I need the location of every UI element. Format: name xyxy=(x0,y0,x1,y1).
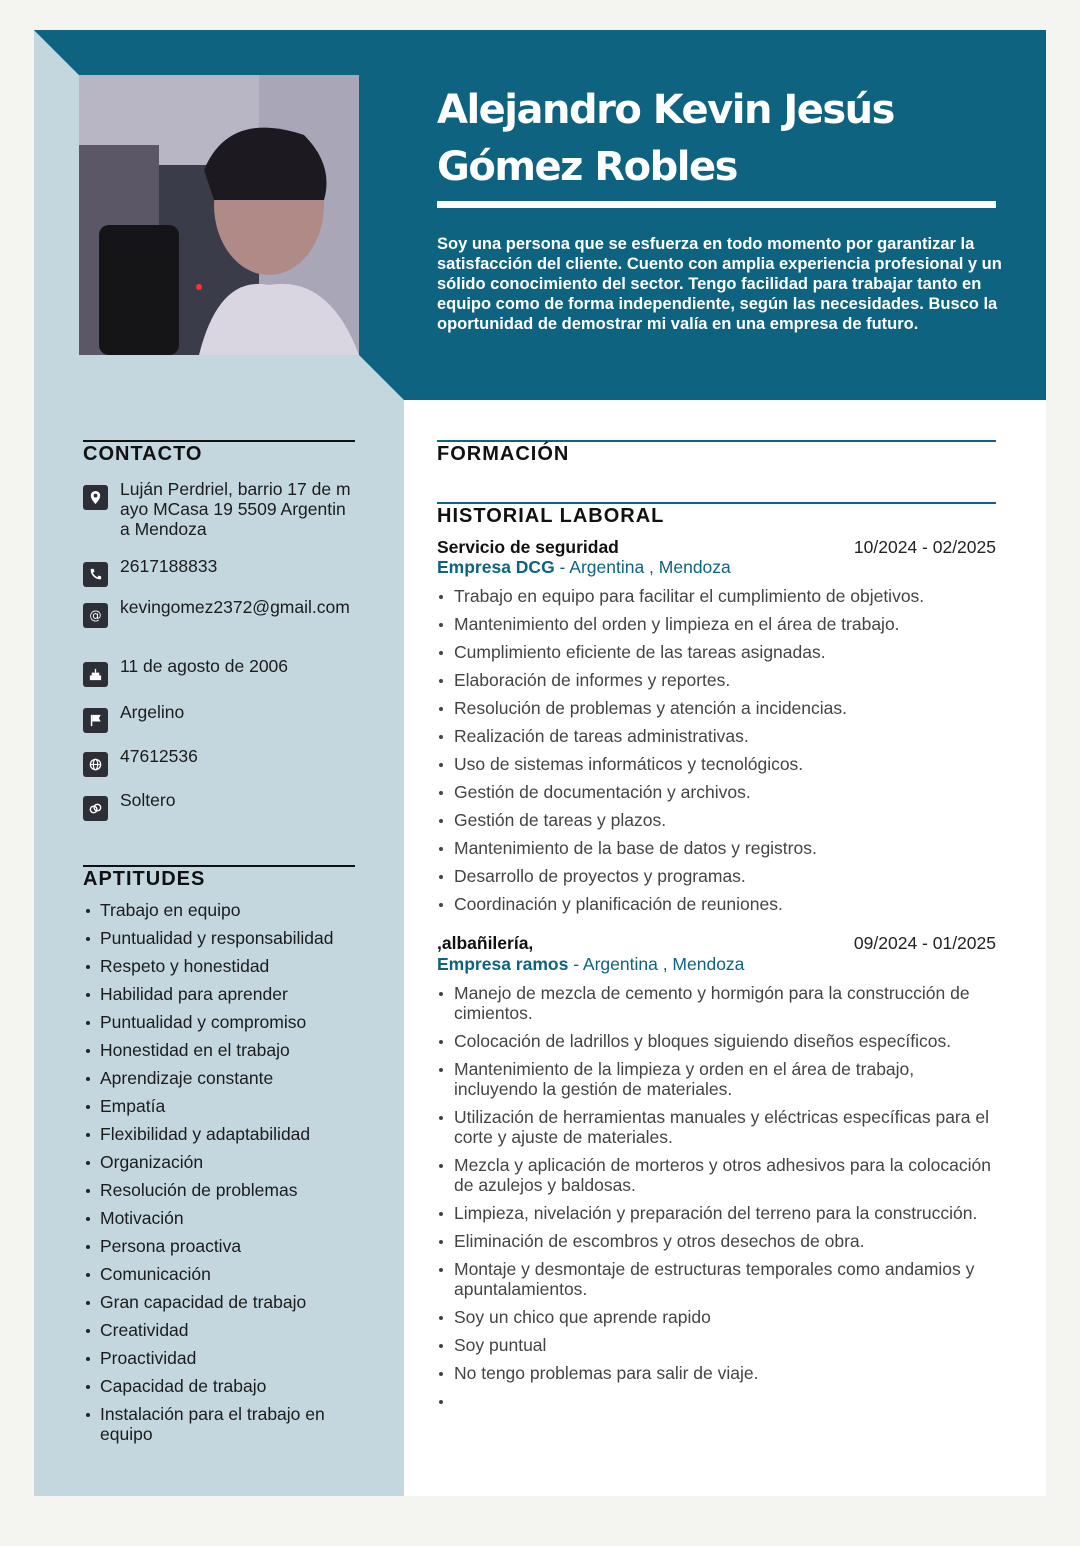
contact-nationality xyxy=(83,702,355,733)
job-role: Servicio de seguridad xyxy=(437,537,619,557)
list-item: Colocación de ladrillos y bloques siguiendo diseños específicos. xyxy=(437,1031,1002,1051)
list-item: Proactividad xyxy=(83,1348,373,1368)
job-header xyxy=(437,933,996,953)
address-text: Luján Perdriel, barrio 17 de mayo MCasa 19 5509 Argentina Mendoza xyxy=(120,479,351,539)
contact-birthdate xyxy=(83,656,355,687)
contact-address xyxy=(83,479,355,539)
id-number-text: 47612536 xyxy=(120,746,198,766)
flag-icon xyxy=(83,708,108,733)
list-item: Respeto y honestidad xyxy=(83,956,373,976)
list-item: Eliminación de escombros y otros desechos de obra. xyxy=(437,1231,1002,1251)
contact-divider xyxy=(83,440,355,442)
contact-marital-status xyxy=(83,790,355,821)
globe-icon xyxy=(83,752,108,777)
name-line-2: Gómez Robles xyxy=(437,144,737,190)
contact-phone xyxy=(83,556,355,587)
list-item: Trabajo en equipo xyxy=(83,900,373,920)
contact-id-number xyxy=(83,746,355,777)
list-item: Trabajo en equipo para facilitar el cumplimiento de objetivos. xyxy=(437,586,1002,606)
education-title: FORMACIÓN xyxy=(437,443,570,465)
list-item: Puntualidad y responsabilidad xyxy=(83,928,373,948)
list-item: Mantenimiento de la limpieza y orden en el área de trabajo, incluyendo la gestión de materiales. xyxy=(437,1059,1002,1099)
list-item: Soy un chico que aprende rapido xyxy=(437,1307,1002,1327)
list-item: Desarrollo de proyectos y programas. xyxy=(437,866,1002,886)
list-item: Comunicación xyxy=(83,1264,373,1284)
contact-title: CONTACTO xyxy=(83,443,203,465)
list-item: Utilización de herramientas manuales y eléctricas específicas para el corte y ajuste de materiales. xyxy=(437,1107,1002,1147)
job-dates: 09/2024 - 01/2025 xyxy=(853,933,996,953)
location-pin-icon xyxy=(83,485,108,510)
contact-email xyxy=(83,597,355,628)
list-item: Mezcla y aplicación de morteros y otros adhesivos para la colocación de azulejos y baldosas. xyxy=(437,1155,1002,1195)
candidate-name xyxy=(437,82,997,196)
list-item: Elaboración de informes y reportes. xyxy=(437,670,1002,690)
list-item: Mantenimiento de la base de datos y registros. xyxy=(437,838,1002,858)
profile-summary: Soy una persona que se esfuerza en todo momento por garantizar la satisfacción del cliente. Cuento con amplia experiencia profesional y un sólido conocimiento del sector. Tengo facilidad para trabajar tanto en equipo como de forma independiente, según las necesidades. Busco la oportunidad de demostrar mi valía en una empresa de futuro. xyxy=(437,235,1002,333)
skills-divider xyxy=(83,865,355,867)
company-name: Empresa ramos xyxy=(437,954,569,974)
list-item: Honestidad en el trabajo xyxy=(83,1040,373,1060)
list-item: Soy puntual xyxy=(437,1335,1002,1355)
name-underline xyxy=(437,201,996,208)
at-sign-icon xyxy=(83,603,108,628)
email-text[interactable]: kevingomez2372@gmail.com xyxy=(120,597,350,617)
list-item: Cumplimiento eficiente de las tareas asignadas. xyxy=(437,642,1002,662)
rings-icon xyxy=(83,796,108,821)
list-item: Motivación xyxy=(83,1208,373,1228)
list-item: Uso de sistemas informáticos y tecnológicos. xyxy=(437,754,1002,774)
birthdate-text: 11 de agosto de 2006 xyxy=(120,656,289,676)
list-item: Persona proactiva xyxy=(83,1236,373,1256)
list-item xyxy=(437,1391,1002,1411)
company-name: Empresa DCG xyxy=(437,557,555,577)
company-location: - Argentina , Mendoza xyxy=(568,954,745,974)
job-company xyxy=(437,954,744,974)
job-task-list xyxy=(437,983,1002,1419)
resume-page xyxy=(34,30,1046,1496)
marital-status-text: Soltero xyxy=(120,790,176,810)
list-item: Organización xyxy=(83,1152,373,1172)
phone-icon xyxy=(83,562,108,587)
list-item: Coordinación y planificación de reuniones. xyxy=(437,894,1002,914)
list-item: Flexibilidad y adaptabilidad xyxy=(83,1124,373,1144)
list-item: No tengo problemas para salir de viaje. xyxy=(437,1363,1002,1383)
nationality-text: Argelino xyxy=(120,702,185,722)
company-location: - Argentina , Mendoza xyxy=(554,557,731,577)
profile-photo xyxy=(79,75,359,355)
name-line-1: Alejandro Kevin Jesús xyxy=(437,87,894,133)
birthday-cake-icon xyxy=(83,662,108,687)
svg-text:@: @ xyxy=(89,608,102,623)
list-item: Gestión de tareas y plazos. xyxy=(437,810,1002,830)
phone-text[interactable]: 2617188833 xyxy=(120,556,218,576)
work-title: HISTORIAL LABORAL xyxy=(437,505,665,527)
list-item: Instalación para el trabajo en equipo xyxy=(83,1404,373,1444)
job-company xyxy=(437,557,731,577)
work-divider xyxy=(437,502,996,504)
list-item: Creatividad xyxy=(83,1320,373,1340)
skills-list xyxy=(83,900,373,1452)
job-task-list xyxy=(437,586,1002,922)
job-role: ,albañilería, xyxy=(437,933,534,953)
list-item: Resolución de problemas y atención a incidencias. xyxy=(437,698,1002,718)
list-item: Manejo de mezcla de cemento y hormigón para la construcción de cimientos. xyxy=(437,983,1002,1023)
list-item: Gestión de documentación y archivos. xyxy=(437,782,1002,802)
list-item: Capacidad de trabajo xyxy=(83,1376,373,1396)
skills-title: APTITUDES xyxy=(83,868,206,890)
list-item: Realización de tareas administrativas. xyxy=(437,726,1002,746)
list-item: Resolución de problemas xyxy=(83,1180,373,1200)
list-item: Montaje y desmontaje de estructuras temporales como andamios y apuntalamientos. xyxy=(437,1259,1002,1299)
list-item: Mantenimiento del orden y limpieza en el área de trabajo. xyxy=(437,614,1002,634)
list-item: Gran capacidad de trabajo xyxy=(83,1292,373,1312)
job-dates: 10/2024 - 02/2025 xyxy=(853,537,996,557)
list-item: Puntualidad y compromiso xyxy=(83,1012,373,1032)
education-divider xyxy=(437,440,996,442)
list-item: Aprendizaje constante xyxy=(83,1068,373,1088)
job-header xyxy=(437,537,996,557)
list-item: Limpieza, nivelación y preparación del terreno para la construcción. xyxy=(437,1203,1002,1223)
list-item: Habilidad para aprender xyxy=(83,984,373,1004)
list-item: Empatía xyxy=(83,1096,373,1116)
